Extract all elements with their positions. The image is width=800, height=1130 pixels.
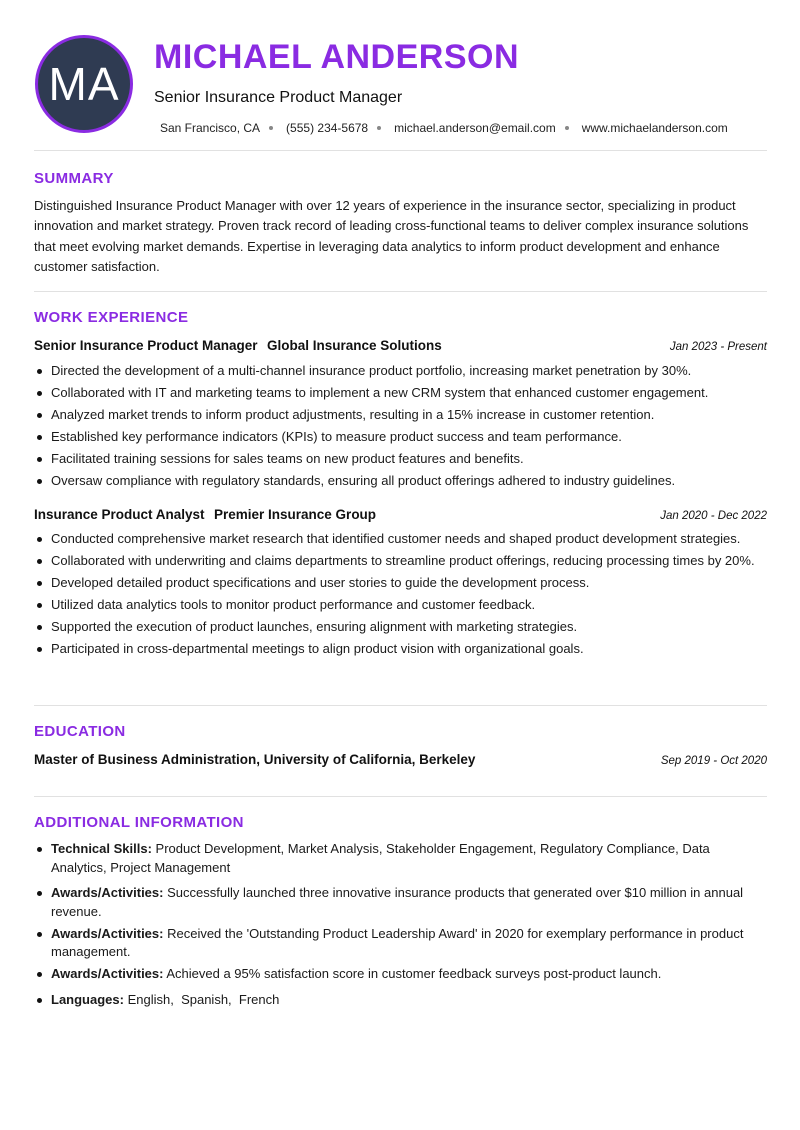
additional-list xyxy=(34,840,767,1009)
item-label: Awards/Activities: xyxy=(51,885,164,900)
list-item xyxy=(34,925,767,962)
job-bullets xyxy=(34,530,767,659)
contact-location: San Francisco, CA xyxy=(160,121,261,135)
job-dates: Jan 2020 - Dec 2022 xyxy=(660,510,767,522)
education-dates: Sep 2019 - Oct 2020 xyxy=(660,755,767,767)
contact-phone[interactable]: (555) 234-5678 xyxy=(286,121,369,135)
avatar-initials: MA xyxy=(48,58,120,110)
job-bullets xyxy=(34,362,767,491)
list-item: Analyzed market trends to inform product adjustments, resulting in a 15% increase in customer retention. xyxy=(34,406,767,425)
item-text: English, Spanish, French xyxy=(127,991,280,1007)
divider xyxy=(34,705,767,706)
education-degree: Master of Business Administration, University of California, Berkeley xyxy=(34,752,476,767)
item-text: Received the 'Outstanding Product Leadership Award' in 2020 for exemplary performance in product management. xyxy=(51,925,744,959)
avatar xyxy=(35,35,133,133)
education-entry xyxy=(34,751,767,770)
list-item xyxy=(34,840,767,877)
contact-line xyxy=(160,119,728,137)
section-title-experience: WORK EXPERIENCE xyxy=(34,309,189,326)
list-item: Supported the execution of product launches, ensuring alignment with marketing strategies. xyxy=(34,618,767,637)
item-label: Awards/Activities: xyxy=(51,925,164,941)
section-title-education: EDUCATION xyxy=(34,723,126,740)
list-item: Collaborated with IT and marketing teams to implement a new CRM system that enhanced customer engagement. xyxy=(34,384,767,403)
item-text: Achieved a 95% satisfaction score in customer feedback surveys post-product launch. xyxy=(166,966,662,981)
item-label: Awards/Activities: xyxy=(51,966,164,981)
job-company: Premier Insurance Group xyxy=(214,507,377,522)
item-text: Successfully launched three innovative insurance products that generated over $10 million in annual revenue. xyxy=(51,885,744,919)
candidate-name: MICHAEL ANDERSON xyxy=(154,38,520,76)
item-text: Product Development, Market Analysis, Stakeholder Engagement, Regulatory Compliance, Data Analytics, Project Management xyxy=(51,841,710,875)
contact-website[interactable]: www.michaelanderson.com xyxy=(581,121,728,135)
list-item: Collaborated with underwriting and claims departments to streamline product offerings, reducing processing times by 20%. xyxy=(34,552,767,571)
list-item: Established key performance indicators (KPIs) to measure product success and team performance. xyxy=(34,428,767,447)
separator-dot xyxy=(269,126,273,130)
divider xyxy=(34,796,767,797)
list-item xyxy=(34,991,767,1010)
separator-dot xyxy=(565,126,569,130)
list-item: Facilitated training sessions for sales teams on new product features and benefits. xyxy=(34,450,767,469)
section-title-summary: SUMMARY xyxy=(34,170,114,187)
list-item: Oversaw compliance with regulatory standards, ensuring all product offerings adhered to industry guidelines. xyxy=(34,472,767,491)
list-item: Directed the development of a multi-channel insurance product portfolio, increasing market penetration by 30%. xyxy=(34,362,767,381)
job-header xyxy=(34,337,767,356)
divider xyxy=(34,291,767,292)
list-item: Participated in cross-departmental meetings to align product vision with organizational goals. xyxy=(34,640,767,659)
job-title: Senior Insurance Product Manager xyxy=(34,338,258,353)
list-item: Developed detailed product specifications and user stories to guide the development process. xyxy=(34,574,767,593)
job-dates: Jan 2023 - Present xyxy=(669,341,767,353)
section-title-additional: ADDITIONAL INFORMATION xyxy=(34,814,244,831)
separator-dot xyxy=(377,126,381,130)
list-item xyxy=(34,965,767,984)
job-header xyxy=(34,506,767,525)
job-company: Global Insurance Solutions xyxy=(267,338,442,353)
list-item xyxy=(34,884,767,921)
item-label: Technical Skills: xyxy=(51,841,152,856)
list-item: Utilized data analytics tools to monitor product performance and customer feedback. xyxy=(34,596,767,615)
summary-text: Distinguished Insurance Product Manager with over 12 years of experience in the insurance sector, specializing in product innovation and market strategy. Proven track record of leading cross-functional teams to deliver complex insurance solutions that meet evolving market demands. Expertise in leveraging data analytics to inform product development and enhance customer satisfaction. xyxy=(34,198,749,274)
job-title: Insurance Product Analyst xyxy=(34,507,205,522)
list-item: Conducted comprehensive market research that identified customer needs and shaped product development strategies. xyxy=(34,530,767,549)
divider xyxy=(34,150,767,151)
candidate-title: Senior Insurance Product Manager xyxy=(154,89,403,106)
contact-email[interactable]: michael.anderson@email.com xyxy=(394,121,556,135)
item-label: Languages: xyxy=(51,991,124,1007)
